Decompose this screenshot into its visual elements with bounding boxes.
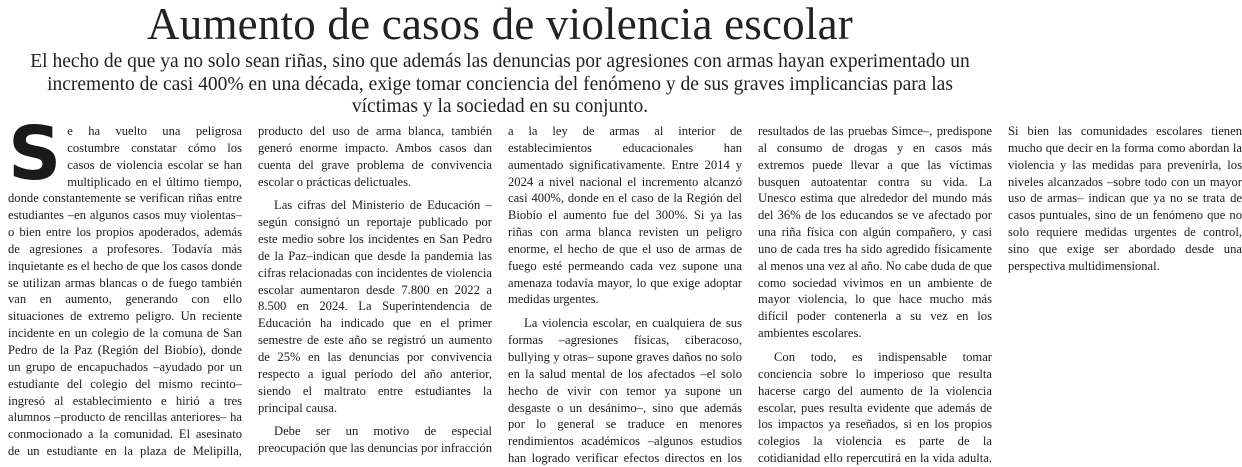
paragraph-5: Con todo, es indispensable tomar conciencia sobre lo imperioso que resulta hacerse cargo del aumento de la violencia escolar, pues resulta evidente que además de los impactos ya reseñados, si en los propios colegios la violencia es parte de la cotidianidad ello repercutirá en la vida adulta. Si bien las comunidades escolares tienen mucho que decir en la forma como abordan la violencia y las medidas para prevenirla, los niveles alcanzados –sobre todo con un mayor uso de armas– indican que ya no se trata de casos puntuales, sino de un fenómeno que no solo requiere medidas urgentes de control, sino que exige ser abordado desde una perspectiva multidimensional. — [758, 124, 1242, 466]
headline: Aumento de casos de violencia escolar — [147, 0, 853, 49]
paragraph-3: Debe ser un motivo de especial preocupación que las denuncias por infracción a la ley de armas al interior de establecimientos educacionales han aumentado significativamente. Entre 2014 y 2024 a nivel nacional el incremento alcanzó casi 400%, donde en el caso de la Región del Biobío el aumento fue del 300%. Si ya las riñas con arma blanca revisten un peligro enorme, el hecho de que el uso de armas de fuego esté permeando cada vez supone una amenaza todavía mayor, lo que exige adoptar medidas urgentes. — [258, 124, 742, 456]
standfirst: El hecho de que ya no solo sean riñas, sino que además las denuncias por agresiones con armas hayan experimentado un incremento de casi 400% en una década, exige tomar conciencia del fenómeno y de sus graves implicancias para las víctimas y la sociedad en su conjunto. — [30, 51, 970, 117]
paragraph-2: Las cifras del Ministerio de Educación –según consignó un reportaje publicado por este medio sobre los incidentes en San Pedro de la Paz–indican que desde la pandemia las cifras relacionadas con incidentes de violencia escolar aumentaron desde 7.800 en 2022 a 8.500 en 2024. La Superintendencia de Educación ha indicado que en el primer semestre de este año se registró un aumento de 25% en las denuncias por convivencia respecto a igual período del año anterior, siendo el maltrato entre estudiantes la principal causa. — [258, 198, 492, 415]
drop-cap: S — [8, 111, 62, 197]
paragraph-1-text: e ha vuelto una peligrosa costumbre constatar cómo los casos de violencia escolar se han multiplicado en el último tiempo, donde constantemente se verifican riñas entre estudiantes –en algunos casos muy violentas– o bien entre los propios apoderados, además de agresiones a profesores. Todavía más inquietante es el hecho de que los casos donde se utilizan armas blancas o de fuego también van en aumento, generando con ello situaciones de extremo peligro. Un reciente incidente en un colegio de la comuna de San Pedro de la Paz (Región del Biobío), donde un grupo de encapuchados –ayudado por un estudiante del colegio del mismo recinto– ingresó al establecimiento e hirió a tres alumnos –producto de rencillas anteriores– ha conmocionado a la comunidad. El asesinato de un estudiante en la plaza de Melipilla, producto del uso de arma blanca, también generó enorme impacto. Ambos casos dan cuenta del grave problema de convivencia escolar o prácticas delictuales. — [8, 124, 492, 459]
paragraph-4: La violencia escolar, en cualquiera de sus formas –agresiones físicas, ciberacoso, bullying y otras– supone graves daños no solo en la salud mental de los afectados –el solo hecho de vivir con temor ya supone un desgaste o un desánimo–, sino que además por lo general se traduce en menores rendimientos académicos –algunos estudios han logrado verificar efectos directos en los resultados de las pruebas Simce–, predispone al consumo de drogas y en casos más extremos puede llevar a que las víctimas busquen autoatentar contra su vida. La Unesco estima que alrededor del mundo más del 36% de los educandos se ve afectado por una riña física con algún compañero, y casi uno de cada tres ha sido agredido físicamente al menos una vez al año. No cabe duda de que como sociedad vivimos en un ambiente de mayor violencia, lo que hace mucho más difícil poder contenerla a su vez en los ambientes escolares. — [508, 124, 992, 466]
article-body — [8, 111, 1242, 467]
